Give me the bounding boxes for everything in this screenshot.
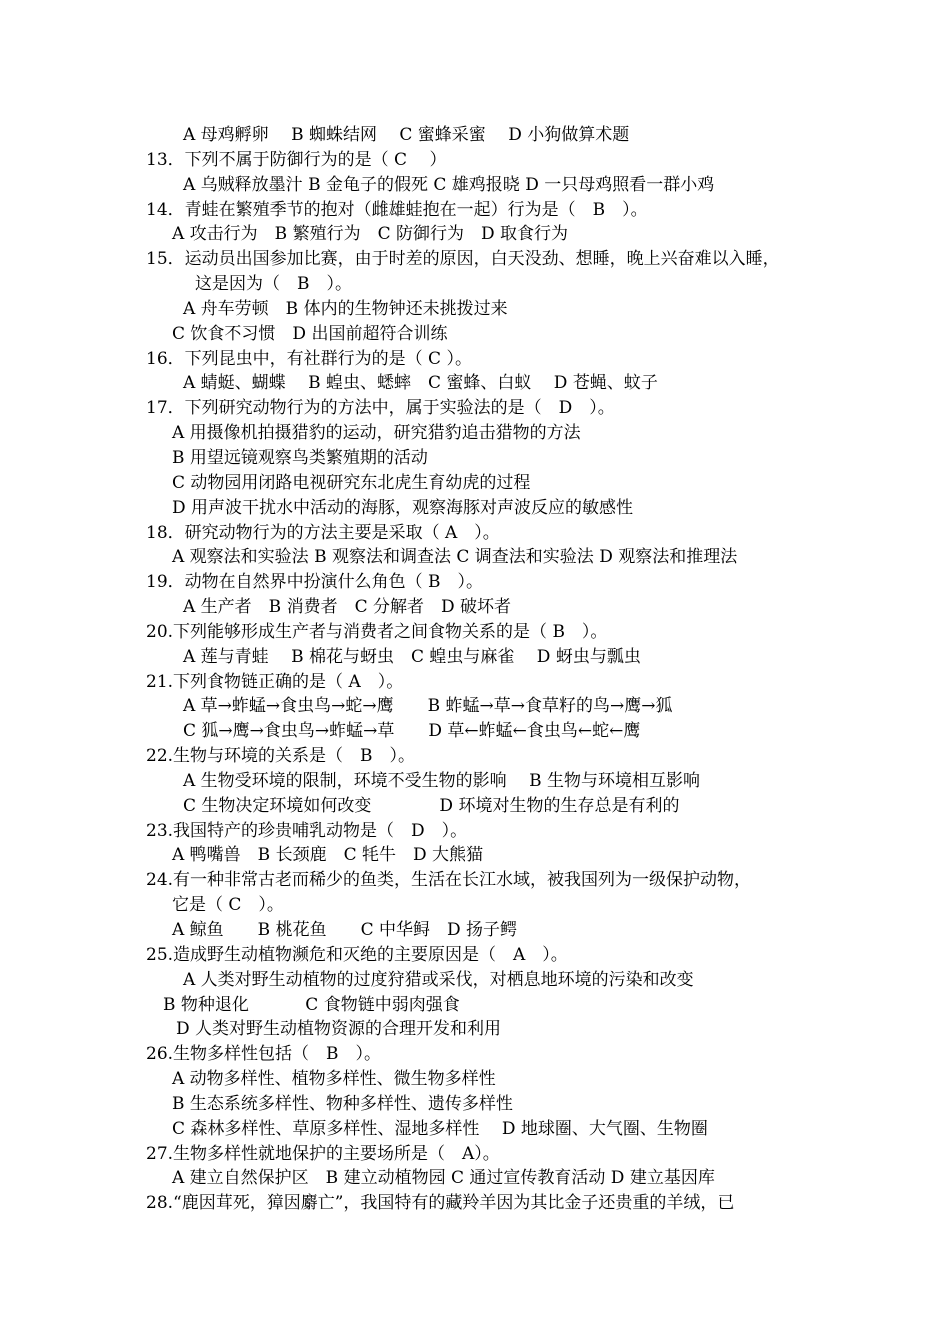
question-line: 14．青蛙在繁殖季节的抱对（雌雄蛙抱在一起）行为是（ B ）。 bbox=[146, 199, 648, 220]
question-line: 13．下列不属于防御行为的是（ C ） bbox=[146, 149, 447, 170]
option-line: B 物种退化 C 食物链中弱肉强食 bbox=[163, 994, 460, 1015]
option-line: C 动物园用闭路电视研究东北虎生育幼虎的过程 bbox=[172, 472, 531, 493]
option-line: C 生物决定环境如何改变 D 环境对生物的生存总是有利的 bbox=[183, 795, 680, 816]
question-line: 27.生物多样性就地保护的主要场所是（ A）。 bbox=[146, 1143, 500, 1164]
option-line: B 用望远镜观察鸟类繁殖期的活动 bbox=[172, 447, 428, 468]
option-line: C 狐→鹰→食虫鸟→蚱蜢→草 D 草←蚱蜢←食虫鸟←蛇←鹰 bbox=[183, 721, 641, 742]
option-line: A 舟车劳顿 B 体内的生物钟还未挑拨过来 bbox=[183, 298, 508, 319]
option-line: A 观察法和实验法 B 观察法和调查法 C 调查法和实验法 D 观察法和推理法 bbox=[172, 547, 738, 568]
question-continuation: 它是（ C ）。 bbox=[172, 895, 284, 916]
option-line: A 蜻蜓、蝴蝶 B 蝗虫、蟋蟀 C 蜜蜂、白蚁 D 苍蝇、蚊子 bbox=[183, 373, 658, 394]
question-line: 25.造成野生动植物濒危和灭绝的主要原因是（ A ）。 bbox=[146, 944, 568, 965]
question-line: 16．下列昆虫中，有社群行为的是（ C ）。 bbox=[146, 348, 472, 369]
question-line: 20.下列能够形成生产者与消费者之间食物关系的是（ B ）。 bbox=[146, 621, 608, 642]
question-line: 22.生物与环境的关系是（ B ）。 bbox=[146, 746, 416, 767]
option-line: A 莲与青蛙 B 棉花与蚜虫 C 蝗虫与麻雀 D 蚜虫与瓢虫 bbox=[183, 646, 641, 667]
option-line: A 草→蚱蜢→食虫鸟→蛇→鹰 B 蚱蜢→草→食草籽的鸟→鹰→狐 bbox=[183, 696, 673, 717]
question-line: 28.“鹿因茸死，獐因麝亡”，我国特有的藏羚羊因为其比金子还贵重的羊绒，已 bbox=[146, 1193, 735, 1214]
option-line: A 攻击行为 B 繁殖行为 C 防御行为 D 取食行为 bbox=[172, 224, 569, 245]
option-line: D 用声波干扰水中活动的海豚，观察海豚对声波反应的敏感性 bbox=[172, 497, 634, 518]
document-page bbox=[0, 123, 950, 1216]
question-line: 26.生物多样性包括（ B ）。 bbox=[146, 1044, 382, 1065]
option-line: B 生态系统多样性、物种多样性、遗传多样性 bbox=[172, 1093, 513, 1114]
question-line: 24.有一种非常古老而稀少的鱼类，生活在长江水域，被我国列为一级保护动物， bbox=[146, 870, 752, 891]
option-line: A 鸭嘴兽 B 长颈鹿 C 牦牛 D 大熊猫 bbox=[172, 845, 484, 866]
option-line: A 动物多样性、植物多样性、微生物多样性 bbox=[172, 1069, 496, 1090]
text-line: A 母鸡孵卵 B 蜘蛛结网 C 蜜蜂采蜜 D 小狗做算术题 bbox=[183, 125, 630, 145]
question-continuation: 这是因为（ B ）。 bbox=[195, 274, 352, 295]
question-line: 17．下列研究动物行为的方法中，属于实验法的是（ D ）。 bbox=[146, 398, 615, 419]
question-line: 23.我国特产的珍贵哺乳动物是（ D ）。 bbox=[146, 820, 468, 841]
option-line: C 饮食不习惯 D 出国前超符合训练 bbox=[172, 323, 448, 344]
option-line: A 乌贼释放墨汁 B 金龟子的假死 C 雄鸡报晓 D 一只母鸡照看一群小鸡 bbox=[183, 174, 715, 195]
question-line: 21.下列食物链正确的是（ A ）。 bbox=[146, 671, 404, 692]
question-line: 15．运动员出国参加比赛，由于时差的原因，白天没劲、想睡，晚上兴奋难以入睡， bbox=[146, 249, 780, 270]
option-line: D 人类对野生动植物资源的合理开发和利用 bbox=[176, 1019, 502, 1040]
option-line: A 人类对野生动植物的过度狩猎或采伐，对栖息地环境的污染和改变 bbox=[183, 969, 694, 990]
question-line: 19．动物在自然界中扮演什么角色（ B ）。 bbox=[146, 572, 484, 593]
option-line: C 森林多样性、草原多样性、湿地多样性 D 地球圈、大气圈、生物圈 bbox=[172, 1118, 708, 1139]
option-line: A 建立自然保护区 B 建立动植物园 C 通过宣传教育活动 D 建立基因库 bbox=[172, 1168, 715, 1189]
option-line: A 鲸鱼 B 桃花鱼 C 中华鲟 D 扬子鳄 bbox=[172, 920, 518, 940]
question-line: 18．研究动物行为的方法主要是采取（ A ）。 bbox=[146, 522, 500, 543]
option-line: A 用摄像机拍摄猎豹的运动，研究猎豹追击猎物的方法 bbox=[172, 423, 581, 444]
option-line: A 生物受环境的限制，环境不受生物的影响 B 生物与环境相互影响 bbox=[183, 770, 700, 791]
option-line: A 生产者 B 消费者 C 分解者 D 破坏者 bbox=[183, 597, 512, 618]
